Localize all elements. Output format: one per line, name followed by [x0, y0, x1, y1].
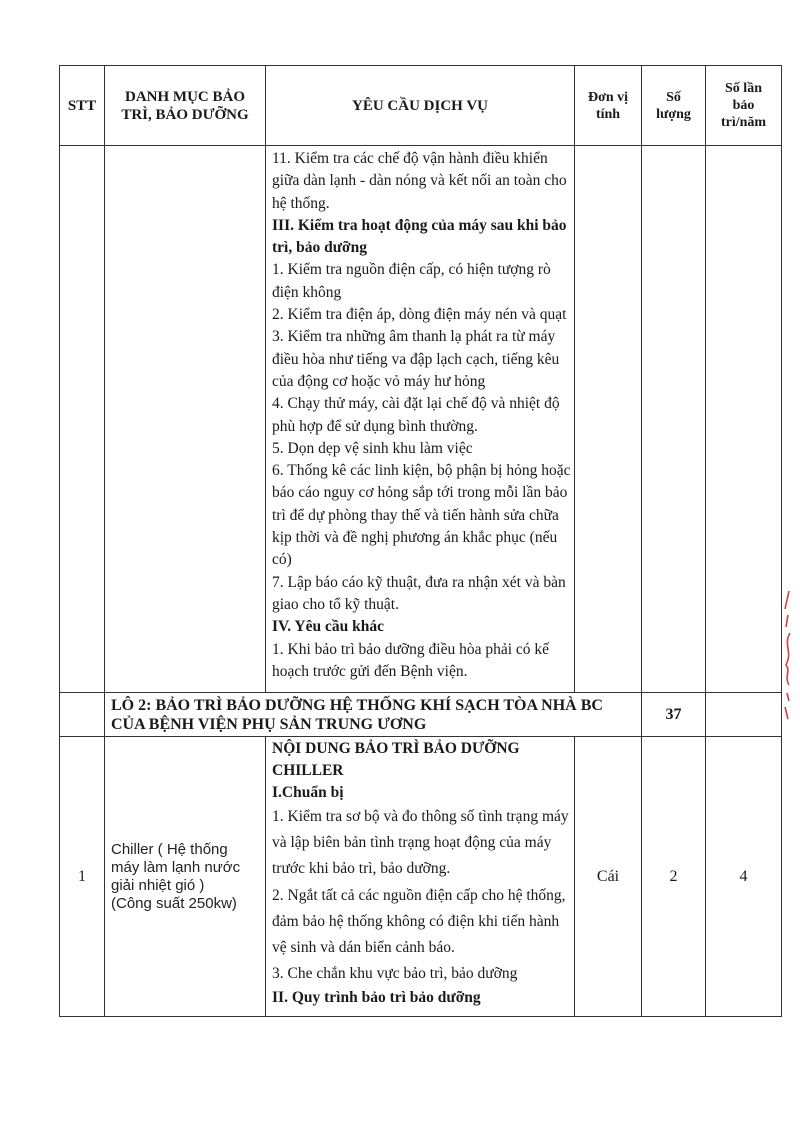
requirement-line: 11. Kiểm tra các chế độ vận hành điều khiển giữa dàn lạnh - dàn nóng và kết nối an toàn cho hệ thống.: [272, 150, 567, 212]
item-name-line: máy làm lạnh nước: [111, 858, 241, 876]
requirement-line: 3. Che chắn khu vực bảo trì, bảo dưỡng: [272, 965, 518, 983]
header-stt: STT: [60, 66, 105, 146]
continued-requirement-list: [266, 148, 574, 683]
item-requirement-list: [266, 738, 574, 1009]
header-category: DANH MỤC BẢO TRÌ, BẢO DƯỠNG: [105, 66, 266, 146]
header-row: [60, 66, 782, 146]
requirement-line: 7. Lập báo cáo kỹ thuật, đưa ra nhận xét và bàn giao cho tổ kỹ thuật.: [272, 573, 566, 613]
continued-unit-cell: [575, 146, 642, 693]
lot-frequency-cell: [706, 693, 782, 737]
requirement-line: 3. Kiểm tra những âm thanh lạ phát ra từ máy điều hòa như tiếng va đập lạch cạch, tiếng kêu của động cơ hoặc vỏ máy hư hỏng: [272, 328, 560, 390]
requirement-line: I.Chuẩn bị: [272, 784, 344, 801]
lot-quantity: 37: [642, 693, 706, 737]
continued-stt-cell: [60, 146, 105, 693]
item-name-line: giải nhiệt gió ): [111, 876, 205, 894]
margin-stamp-mark: [777, 585, 797, 725]
item-name-line: (Công suất 250kw): [111, 894, 237, 912]
requirement-line: 5. Dọn dẹp vệ sinh khu làm việc: [272, 439, 473, 457]
item-quantity: 2: [642, 737, 706, 1017]
lot-stt-cell: [60, 693, 105, 737]
requirement-line: NỘI DUNG BẢO TRÌ BẢO DƯỠNG CHILLER: [272, 740, 520, 779]
requirement-line: 4. Chạy thử máy, cài đặt lại chế độ và nhiệt độ phù hợp để sử dụng bình thường.: [272, 395, 560, 435]
requirement-line: 6. Thống kê các linh kiện, bộ phận bị hỏng hoặc báo cáo nguy cơ hỏng sắp tới trong mỗi lần bảo trì để dự phòng thay thế và tiến hành sửa chữa kịp thời và đề nghị phương án khắc phục (nếu có): [272, 462, 571, 569]
requirement-line: IV. Yêu cầu khác: [272, 618, 384, 636]
continued-requirement-cell: [266, 146, 575, 693]
item-frequency: 4: [706, 737, 782, 1017]
header-frequency: Số lần bảo trì/năm: [706, 66, 782, 146]
item-requirement-cell: [266, 737, 575, 1017]
item-stt: 1: [60, 737, 105, 1017]
continued-frequency-cell: [706, 146, 782, 693]
continued-row: [60, 146, 782, 693]
requirement-line: 1. Khi bảo trì bảo dưỡng điều hòa phải có kế hoạch trước gửi đến Bệnh viện.: [272, 640, 550, 680]
item-unit: Cái: [575, 737, 642, 1017]
requirement-line: 2. Ngắt tất cả các nguồn điện cấp cho hệ thống, đảm bảo hệ thống không có điện khi tiến hành vệ sinh và dán biển cảnh báo.: [272, 886, 566, 957]
header-quantity: Số lượng: [642, 66, 706, 146]
lot-row: [60, 693, 782, 737]
requirement-line: 1. Kiểm tra nguồn điện cấp, có hiện tượng rò điện không: [272, 261, 551, 301]
requirement-line: 2. Kiểm tra điện áp, dòng điện máy nén và quạt: [272, 306, 567, 324]
item-row: [60, 737, 782, 1017]
requirement-line: 1. Kiểm tra sơ bộ và đo thông số tình trạng máy và lập biên bản tình trạng hoạt động của máy trước khi bảo trì, bảo dưỡng.: [272, 808, 569, 878]
lot-title: LÔ 2: BẢO TRÌ BẢO DƯỠNG HỆ THỐNG KHÍ SẠCH TÒA NHÀ BC CỦA BỆNH VIỆN PHỤ SẢN TRUNG ƯƠNG: [105, 693, 642, 737]
continued-category-cell: [105, 146, 266, 693]
item-name: [105, 737, 266, 1017]
continued-quantity-cell: [642, 146, 706, 693]
header-unit: Đơn vị tính: [575, 66, 642, 146]
requirement-line: III. Kiểm tra hoạt động của máy sau khi bảo trì, bảo dưỡng: [272, 216, 567, 257]
requirement-line: II. Quy trình bảo trì bảo dưỡng: [272, 989, 481, 1007]
maintenance-table: [59, 65, 782, 1017]
header-requirement: YÊU CẦU DỊCH VỤ: [266, 66, 575, 146]
item-name-line: Chiller ( Hệ thống: [111, 840, 228, 858]
